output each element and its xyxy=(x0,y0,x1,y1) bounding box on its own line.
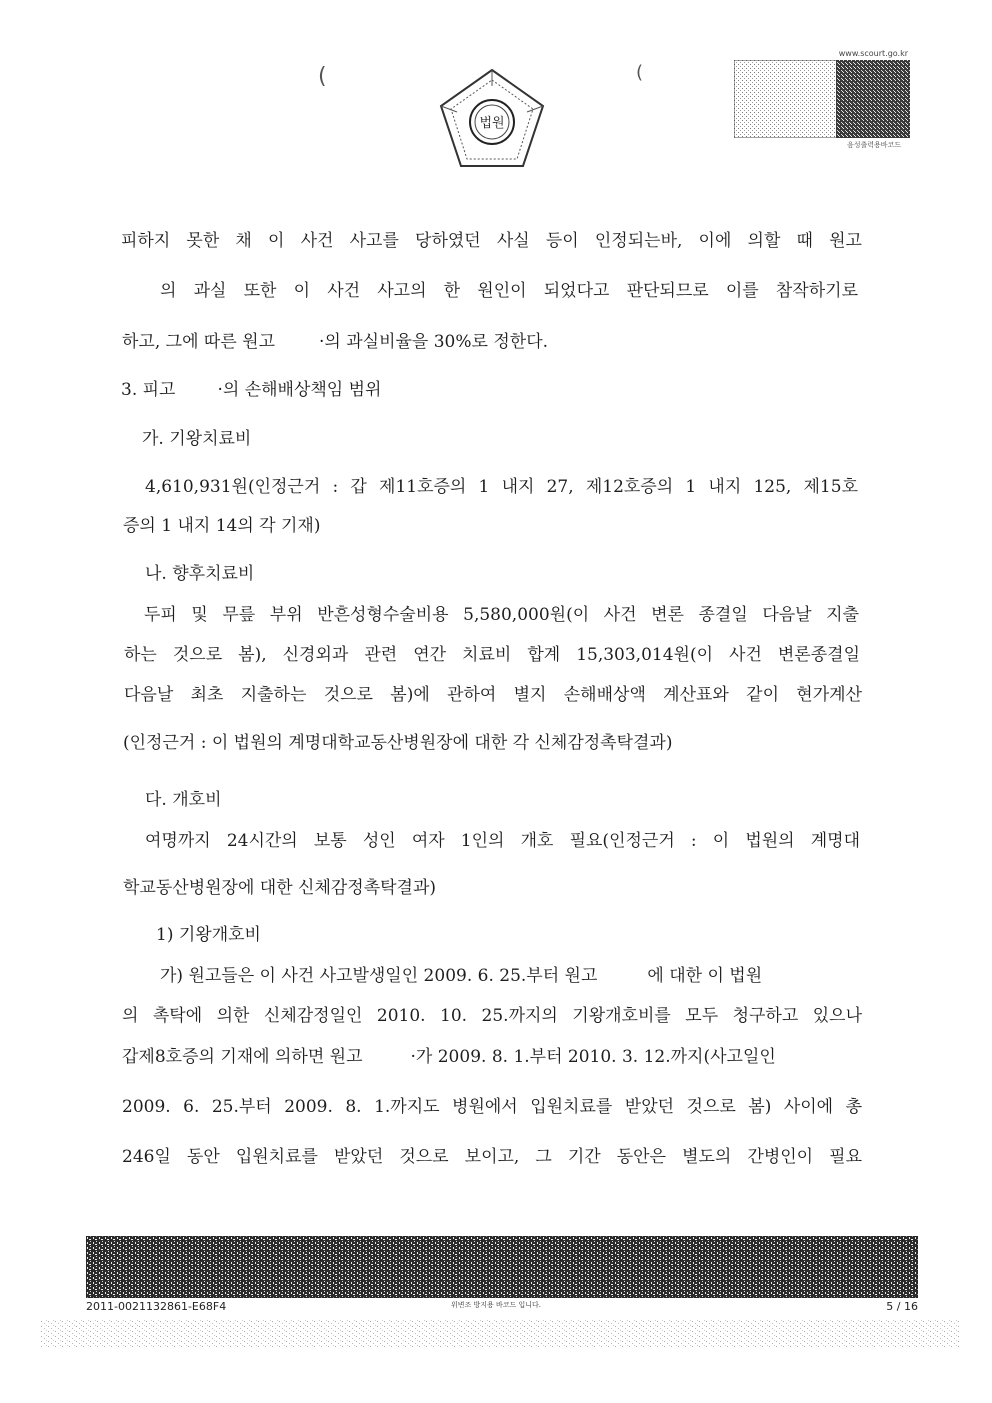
body-line: 여명까지 24시간의 보통 성인 여자 1인의 개호 필요(인정근거 : 이 법원의 계명대 xyxy=(145,831,860,851)
subsection-heading: 가. 기왕치료비 xyxy=(142,429,252,449)
scan-mark: ( xyxy=(318,64,327,89)
body-line: 두피 및 무릎 부위 반흔성형수술비용 5,580,000원(이 사건 변론 종결일 다음날 지출 xyxy=(144,605,859,625)
body-line-part: 가) 원고들은 이 사건 사고발생일인 2009. 6. 25.부터 원고 xyxy=(160,966,598,986)
body-line-part: 하고, 그에 따른 원고 xyxy=(122,332,275,352)
svg-text:법원: 법원 xyxy=(479,116,505,131)
section-heading-part: ·의 손해배상책임 범위 xyxy=(217,380,382,400)
scan-noise-strip xyxy=(40,1320,960,1370)
subsection-heading: 나. 향후치료비 xyxy=(145,564,255,584)
body-line xyxy=(160,965,762,987)
body-line-part: 에 대한 이 법원 xyxy=(647,966,763,986)
voice-barcode-image xyxy=(734,60,910,138)
body-line: 의 촉탁에 의한 신체감정일인 2010. 10. 25.까지의 기왕개호비를 모두 청구하고 있으나 xyxy=(122,1006,862,1026)
anti-forgery-barcode-image xyxy=(86,1236,918,1298)
subsection-heading: 다. 개호비 xyxy=(145,790,222,810)
body-line: 246일 동안 입원치료를 받았던 것으로 보이고, 그 기간 동안은 별도의 간병인이 필요 xyxy=(122,1147,862,1167)
scourt-url: www.scourt.go.kr xyxy=(838,49,908,58)
body-line: 4,610,931원(인정근거 : 갑 제11호증의 1 내지 27, 제12호증의 1 내지 125, 제15호 xyxy=(145,477,858,497)
body-line: 학교동산병원장에 대한 신체감정촉탁결과) xyxy=(123,878,437,898)
body-line: 피하지 못한 채 이 사건 사고를 당하였던 사실 등이 인정되는바, 이에 의할 때 원고 xyxy=(121,231,862,251)
body-line: 다음날 최초 지출하는 것으로 봄)에 관하여 별지 손해배상액 계산표와 같이 현가계산 xyxy=(124,685,862,705)
scan-mark: ( xyxy=(636,62,644,83)
body-line-part: ·의 과실비율을 30%로 정한다. xyxy=(319,332,549,352)
section-heading-part: 3. 피고 xyxy=(121,380,176,400)
court-seal-logo xyxy=(437,66,547,176)
voice-barcode-caption: 음성출력용바코드 xyxy=(846,141,902,149)
body-line: 증의 1 내지 14의 각 기재) xyxy=(123,516,321,536)
section-heading xyxy=(121,379,381,401)
anti-forgery-note: 위변조 방지용 바코드 입니다. xyxy=(450,1301,542,1309)
page-number: 5 / 16 xyxy=(886,1300,918,1313)
body-line: 하는 것으로 봄), 신경외과 관련 연간 치료비 합계 15,303,014원(이 사건 변론종결일 xyxy=(124,645,860,665)
body-line: 2009. 6. 25.부터 2009. 8. 1.까지도 병원에서 입원치료를 받았던 것으로 봄) 사이에 총 xyxy=(122,1097,862,1117)
document-id: 2011-0021132861-E68F4 xyxy=(86,1300,227,1313)
item-heading: 1) 기왕개호비 xyxy=(156,925,261,945)
body-line: 의 과실 또한 이 사건 사고의 한 원인이 되었다고 판단되므로 이를 참작하기로 xyxy=(160,281,858,301)
body-line-part: 갑제8호증의 기재에 의하면 원고 xyxy=(122,1047,363,1067)
body-line-part: ·가 2009. 8. 1.부터 2010. 3. 12.까지(사고일인 xyxy=(410,1047,776,1067)
body-line xyxy=(122,1046,776,1068)
body-line: (인정근거 : 이 법원의 계명대학교동산병원장에 대한 각 신체감정촉탁결과) xyxy=(123,733,673,753)
body-line xyxy=(122,331,548,353)
